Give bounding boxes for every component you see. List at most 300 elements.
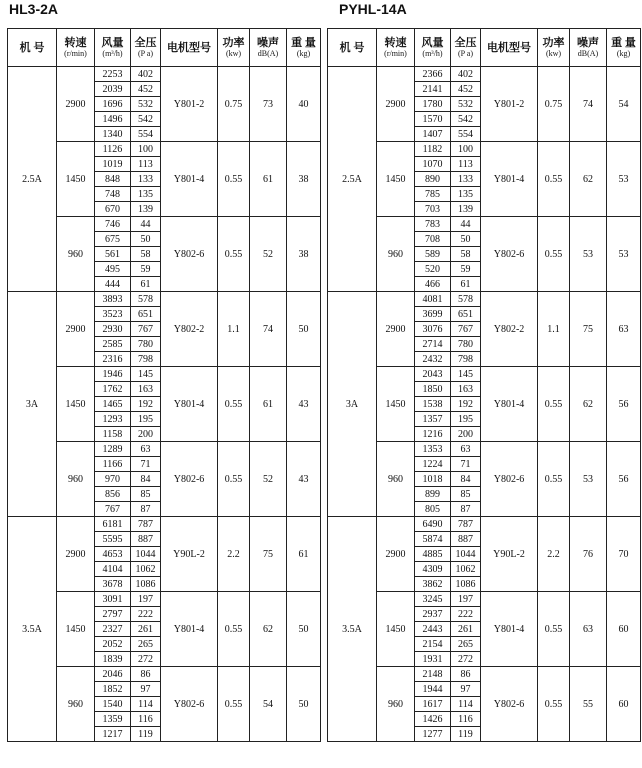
header-noise: 噪声 dB(A)	[250, 29, 287, 67]
speed-cell: 2900	[57, 517, 95, 592]
speed-cell: 960	[377, 442, 415, 517]
noise-cell: 76	[570, 517, 607, 592]
power-cell: 0.55	[538, 667, 570, 742]
flow-cell: 3523	[95, 307, 131, 322]
pressure-cell: 402	[451, 67, 481, 82]
performance-table	[7, 28, 321, 742]
pressure-cell: 767	[451, 322, 481, 337]
weight-cell: 54	[607, 67, 641, 142]
flow-cell: 1126	[95, 142, 131, 157]
pressure-cell: 578	[451, 292, 481, 307]
pressure-cell: 542	[451, 112, 481, 127]
flow-cell: 1465	[95, 397, 131, 412]
header-flow: 风量 (m³/h)	[415, 29, 451, 67]
flow-cell: 2043	[415, 367, 451, 382]
pressure-cell: 44	[451, 217, 481, 232]
motor-cell: Y801-4	[161, 142, 218, 217]
speed-cell: 1450	[377, 367, 415, 442]
flow-cell: 2585	[95, 337, 131, 352]
pressure-cell: 163	[451, 382, 481, 397]
noise-cell: 61	[250, 367, 287, 442]
flow-cell: 5595	[95, 532, 131, 547]
flow-cell: 1617	[415, 697, 451, 712]
flow-cell: 2148	[415, 667, 451, 682]
pressure-cell: 1044	[451, 547, 481, 562]
speed-cell: 2900	[377, 517, 415, 592]
pressure-cell: 197	[451, 592, 481, 607]
model-cell: 2.5A	[8, 67, 57, 292]
flow-cell: 2253	[95, 67, 131, 82]
flow-cell: 970	[95, 472, 131, 487]
power-cell: 0.55	[218, 667, 250, 742]
flow-cell: 444	[95, 277, 131, 292]
noise-cell: 74	[570, 67, 607, 142]
flow-cell: 856	[95, 487, 131, 502]
pressure-cell: 87	[131, 502, 161, 517]
header-pressure: 全压 (P a)	[451, 29, 481, 67]
flow-cell: 3076	[415, 322, 451, 337]
power-cell: 2.2	[538, 517, 570, 592]
flow-cell: 1780	[415, 97, 451, 112]
pressure-cell: 61	[451, 277, 481, 292]
power-cell: 0.75	[218, 67, 250, 142]
pressure-cell: 200	[131, 427, 161, 442]
weight-cell: 50	[287, 592, 321, 667]
table-row	[328, 67, 641, 82]
flow-cell: 1538	[415, 397, 451, 412]
header-weight: 重 量 (kg)	[607, 29, 641, 67]
header-speed: 转速 (r/min)	[57, 29, 95, 67]
flow-cell: 1070	[415, 157, 451, 172]
flow-cell: 1158	[95, 427, 131, 442]
flow-cell: 1839	[95, 652, 131, 667]
pressure-cell: 887	[451, 532, 481, 547]
pressure-cell: 532	[451, 97, 481, 112]
flow-cell: 1426	[415, 712, 451, 727]
flow-cell: 2039	[95, 82, 131, 97]
fan-table-panel-left	[7, 0, 321, 742]
header-flow: 风量 (m³/h)	[95, 29, 131, 67]
motor-cell: Y802-6	[161, 442, 218, 517]
speed-cell: 960	[377, 217, 415, 292]
power-cell: 0.55	[538, 592, 570, 667]
pressure-cell: 61	[131, 277, 161, 292]
flow-cell: 3893	[95, 292, 131, 307]
speed-cell: 2900	[377, 67, 415, 142]
pressure-cell: 97	[451, 682, 481, 697]
pressure-cell: 265	[131, 637, 161, 652]
flow-cell: 1277	[415, 727, 451, 742]
model-cell: 3.5A	[328, 517, 377, 742]
flow-cell: 6181	[95, 517, 131, 532]
weight-cell: 38	[287, 217, 321, 292]
noise-cell: 63	[570, 592, 607, 667]
pressure-cell: 798	[451, 352, 481, 367]
table-body	[328, 67, 641, 742]
weight-cell: 60	[607, 592, 641, 667]
speed-cell: 960	[57, 217, 95, 292]
pressure-cell: 85	[451, 487, 481, 502]
flow-cell: 1357	[415, 412, 451, 427]
pressure-cell: 222	[451, 607, 481, 622]
pressure-cell: 119	[131, 727, 161, 742]
flow-cell: 1217	[95, 727, 131, 742]
flow-cell: 1293	[95, 412, 131, 427]
flow-cell: 1696	[95, 97, 131, 112]
flow-cell: 1496	[95, 112, 131, 127]
power-cell: 2.2	[218, 517, 250, 592]
noise-cell: 62	[250, 592, 287, 667]
flow-cell: 2327	[95, 622, 131, 637]
pressure-cell: 222	[131, 607, 161, 622]
flow-cell: 1224	[415, 457, 451, 472]
pressure-cell: 135	[131, 187, 161, 202]
pressure-cell: 192	[451, 397, 481, 412]
flow-cell: 2937	[415, 607, 451, 622]
pressure-cell: 1062	[451, 562, 481, 577]
pressure-cell: 86	[131, 667, 161, 682]
header-power: 功率 (kw)	[218, 29, 250, 67]
motor-cell: Y802-6	[161, 217, 218, 292]
table-body	[8, 67, 321, 742]
motor-cell: Y802-2	[481, 292, 538, 367]
performance-table	[327, 28, 641, 742]
pressure-cell: 887	[131, 532, 161, 547]
pressure-cell: 1044	[131, 547, 161, 562]
pressure-cell: 163	[131, 382, 161, 397]
flow-cell: 3678	[95, 577, 131, 592]
pressure-cell: 63	[131, 442, 161, 457]
weight-cell: 56	[607, 442, 641, 517]
flow-cell: 890	[415, 172, 451, 187]
header-motor: 电机型号	[161, 29, 218, 67]
pressure-cell: 651	[131, 307, 161, 322]
pressure-cell: 195	[451, 412, 481, 427]
pressure-cell: 71	[451, 457, 481, 472]
motor-cell: Y802-6	[161, 667, 218, 742]
flow-cell: 2432	[415, 352, 451, 367]
speed-cell: 1450	[57, 592, 95, 667]
speed-cell: 960	[377, 667, 415, 742]
pressure-cell: 59	[451, 262, 481, 277]
flow-cell: 2141	[415, 82, 451, 97]
pressure-cell: 63	[451, 442, 481, 457]
motor-cell: Y801-4	[481, 142, 538, 217]
weight-cell: 60	[607, 667, 641, 742]
pressure-cell: 402	[131, 67, 161, 82]
pressure-cell: 261	[451, 622, 481, 637]
noise-cell: 53	[570, 217, 607, 292]
pressure-cell: 133	[451, 172, 481, 187]
noise-cell: 62	[570, 367, 607, 442]
pressure-cell: 114	[451, 697, 481, 712]
noise-cell: 73	[250, 67, 287, 142]
header-noise: 噪声 dB(A)	[570, 29, 607, 67]
flow-cell: 1166	[95, 457, 131, 472]
pressure-cell: 200	[451, 427, 481, 442]
pressure-cell: 554	[131, 127, 161, 142]
power-cell: 0.55	[538, 367, 570, 442]
pressure-cell: 261	[131, 622, 161, 637]
flow-cell: 1182	[415, 142, 451, 157]
noise-cell: 74	[250, 292, 287, 367]
flow-cell: 748	[95, 187, 131, 202]
pressure-cell: 272	[451, 652, 481, 667]
noise-cell: 53	[570, 442, 607, 517]
weight-cell: 53	[607, 217, 641, 292]
flow-cell: 4081	[415, 292, 451, 307]
pressure-cell: 59	[131, 262, 161, 277]
flow-cell: 4104	[95, 562, 131, 577]
motor-cell: Y802-6	[481, 217, 538, 292]
pressure-cell: 1062	[131, 562, 161, 577]
flow-cell: 1340	[95, 127, 131, 142]
pressure-cell: 145	[451, 367, 481, 382]
header-model: 机 号	[328, 29, 377, 67]
flow-cell: 3245	[415, 592, 451, 607]
motor-cell: Y802-6	[481, 442, 538, 517]
flow-cell: 670	[95, 202, 131, 217]
model-cell: 3A	[8, 292, 57, 517]
pressure-cell: 780	[451, 337, 481, 352]
pressure-cell: 265	[451, 637, 481, 652]
pressure-cell: 452	[131, 82, 161, 97]
pressure-cell: 58	[451, 247, 481, 262]
speed-cell: 2900	[377, 292, 415, 367]
model-cell: 3A	[328, 292, 377, 517]
table-row	[8, 67, 321, 82]
pressure-cell: 651	[451, 307, 481, 322]
flow-cell: 1289	[95, 442, 131, 457]
pressure-cell: 44	[131, 217, 161, 232]
table-row	[328, 517, 641, 532]
pressure-cell: 135	[451, 187, 481, 202]
header-motor: 电机型号	[481, 29, 538, 67]
motor-cell: Y801-2	[161, 67, 218, 142]
flow-cell: 1852	[95, 682, 131, 697]
weight-cell: 56	[607, 367, 641, 442]
pressure-cell: 114	[131, 697, 161, 712]
pressure-cell: 787	[131, 517, 161, 532]
motor-cell: Y801-4	[481, 592, 538, 667]
noise-cell: 52	[250, 217, 287, 292]
pressure-cell: 133	[131, 172, 161, 187]
flow-cell: 785	[415, 187, 451, 202]
power-cell: 0.55	[538, 217, 570, 292]
pressure-cell: 542	[131, 112, 161, 127]
flow-cell: 4885	[415, 547, 451, 562]
flow-cell: 767	[95, 502, 131, 517]
noise-cell: 52	[250, 442, 287, 517]
table-title: HL3-2A	[9, 1, 59, 17]
pressure-cell: 197	[131, 592, 161, 607]
pressure-cell: 578	[131, 292, 161, 307]
motor-cell: Y802-2	[161, 292, 218, 367]
flow-cell: 805	[415, 502, 451, 517]
power-cell: 0.55	[218, 442, 250, 517]
flow-cell: 675	[95, 232, 131, 247]
flow-cell: 5874	[415, 532, 451, 547]
pressure-cell: 554	[451, 127, 481, 142]
weight-cell: 61	[287, 517, 321, 592]
pressure-cell: 84	[451, 472, 481, 487]
pressure-cell: 97	[131, 682, 161, 697]
flow-cell: 1353	[415, 442, 451, 457]
weight-cell: 70	[607, 517, 641, 592]
table-title: PYHL-14A	[339, 1, 407, 17]
noise-cell: 55	[570, 667, 607, 742]
speed-cell: 960	[57, 442, 95, 517]
pressure-cell: 87	[451, 502, 481, 517]
flow-cell: 561	[95, 247, 131, 262]
header-speed: 转速 (r/min)	[377, 29, 415, 67]
flow-cell: 3699	[415, 307, 451, 322]
motor-cell: Y802-6	[481, 667, 538, 742]
flow-cell: 899	[415, 487, 451, 502]
pressure-cell: 139	[131, 202, 161, 217]
noise-cell: 62	[570, 142, 607, 217]
pressure-cell: 86	[451, 667, 481, 682]
power-cell: 1.1	[538, 292, 570, 367]
speed-cell: 1450	[57, 367, 95, 442]
flow-cell: 746	[95, 217, 131, 232]
weight-cell: 63	[607, 292, 641, 367]
power-cell: 0.55	[218, 142, 250, 217]
pressure-cell: 58	[131, 247, 161, 262]
speed-cell: 1450	[57, 142, 95, 217]
pressure-cell: 1086	[131, 577, 161, 592]
pressure-cell: 71	[131, 457, 161, 472]
pressure-cell: 192	[131, 397, 161, 412]
flow-cell: 2930	[95, 322, 131, 337]
flow-cell: 1359	[95, 712, 131, 727]
flow-cell: 1018	[415, 472, 451, 487]
motor-cell: Y90L-2	[481, 517, 538, 592]
pressure-cell: 145	[131, 367, 161, 382]
header-row	[328, 29, 641, 67]
pressure-cell: 50	[451, 232, 481, 247]
fan-table-panel-right	[327, 0, 641, 742]
flow-cell: 1762	[95, 382, 131, 397]
header-pressure: 全压 (P a)	[131, 29, 161, 67]
weight-cell: 53	[607, 142, 641, 217]
flow-cell: 1540	[95, 697, 131, 712]
flow-cell: 2316	[95, 352, 131, 367]
motor-cell: Y801-4	[161, 592, 218, 667]
noise-cell: 54	[250, 667, 287, 742]
flow-cell: 6490	[415, 517, 451, 532]
weight-cell: 40	[287, 67, 321, 142]
flow-cell: 1407	[415, 127, 451, 142]
pressure-cell: 85	[131, 487, 161, 502]
noise-cell: 75	[570, 292, 607, 367]
flow-cell: 708	[415, 232, 451, 247]
flow-cell: 2046	[95, 667, 131, 682]
noise-cell: 61	[250, 142, 287, 217]
speed-cell: 2900	[57, 292, 95, 367]
pressure-cell: 116	[451, 712, 481, 727]
motor-cell: Y90L-2	[161, 517, 218, 592]
flow-cell: 703	[415, 202, 451, 217]
motor-cell: Y801-4	[481, 367, 538, 442]
power-cell: 0.55	[538, 442, 570, 517]
flow-cell: 1946	[95, 367, 131, 382]
flow-cell: 2154	[415, 637, 451, 652]
weight-cell: 50	[287, 292, 321, 367]
pressure-cell: 767	[131, 322, 161, 337]
weight-cell: 50	[287, 667, 321, 742]
power-cell: 0.55	[218, 217, 250, 292]
flow-cell: 2443	[415, 622, 451, 637]
pressure-cell: 113	[451, 157, 481, 172]
motor-cell: Y801-4	[161, 367, 218, 442]
motor-cell: Y801-2	[481, 67, 538, 142]
pressure-cell: 113	[131, 157, 161, 172]
pressure-cell: 50	[131, 232, 161, 247]
flow-cell: 1850	[415, 382, 451, 397]
flow-cell: 466	[415, 277, 451, 292]
pressure-cell: 100	[451, 142, 481, 157]
noise-cell: 75	[250, 517, 287, 592]
pressure-cell: 780	[131, 337, 161, 352]
flow-cell: 520	[415, 262, 451, 277]
power-cell: 0.55	[538, 142, 570, 217]
flow-cell: 589	[415, 247, 451, 262]
speed-cell: 2900	[57, 67, 95, 142]
flow-cell: 1019	[95, 157, 131, 172]
model-cell: 3.5A	[8, 517, 57, 742]
pressure-cell: 84	[131, 472, 161, 487]
pressure-cell: 787	[451, 517, 481, 532]
pressure-cell: 1086	[451, 577, 481, 592]
flow-cell: 1216	[415, 427, 451, 442]
speed-cell: 1450	[377, 142, 415, 217]
flow-cell: 1570	[415, 112, 451, 127]
pressure-cell: 100	[131, 142, 161, 157]
flow-cell: 2366	[415, 67, 451, 82]
model-cell: 2.5A	[328, 67, 377, 292]
header-row	[8, 29, 321, 67]
pressure-cell: 195	[131, 412, 161, 427]
flow-cell: 1944	[415, 682, 451, 697]
header-weight: 重 量 (kg)	[287, 29, 321, 67]
power-cell: 0.75	[538, 67, 570, 142]
flow-cell: 1931	[415, 652, 451, 667]
header-model: 机 号	[8, 29, 57, 67]
flow-cell: 3862	[415, 577, 451, 592]
speed-cell: 960	[57, 667, 95, 742]
pressure-cell: 452	[451, 82, 481, 97]
flow-cell: 2052	[95, 637, 131, 652]
flow-cell: 3091	[95, 592, 131, 607]
pressure-cell: 532	[131, 97, 161, 112]
weight-cell: 38	[287, 142, 321, 217]
table-row	[8, 292, 321, 307]
power-cell: 0.55	[218, 367, 250, 442]
flow-cell: 495	[95, 262, 131, 277]
flow-cell: 783	[415, 217, 451, 232]
pressure-cell: 119	[451, 727, 481, 742]
pressure-cell: 798	[131, 352, 161, 367]
power-cell: 1.1	[218, 292, 250, 367]
flow-cell: 848	[95, 172, 131, 187]
weight-cell: 43	[287, 442, 321, 517]
pressure-cell: 272	[131, 652, 161, 667]
flow-cell: 2797	[95, 607, 131, 622]
flow-cell: 4309	[415, 562, 451, 577]
pressure-cell: 116	[131, 712, 161, 727]
header-power: 功率 (kw)	[538, 29, 570, 67]
